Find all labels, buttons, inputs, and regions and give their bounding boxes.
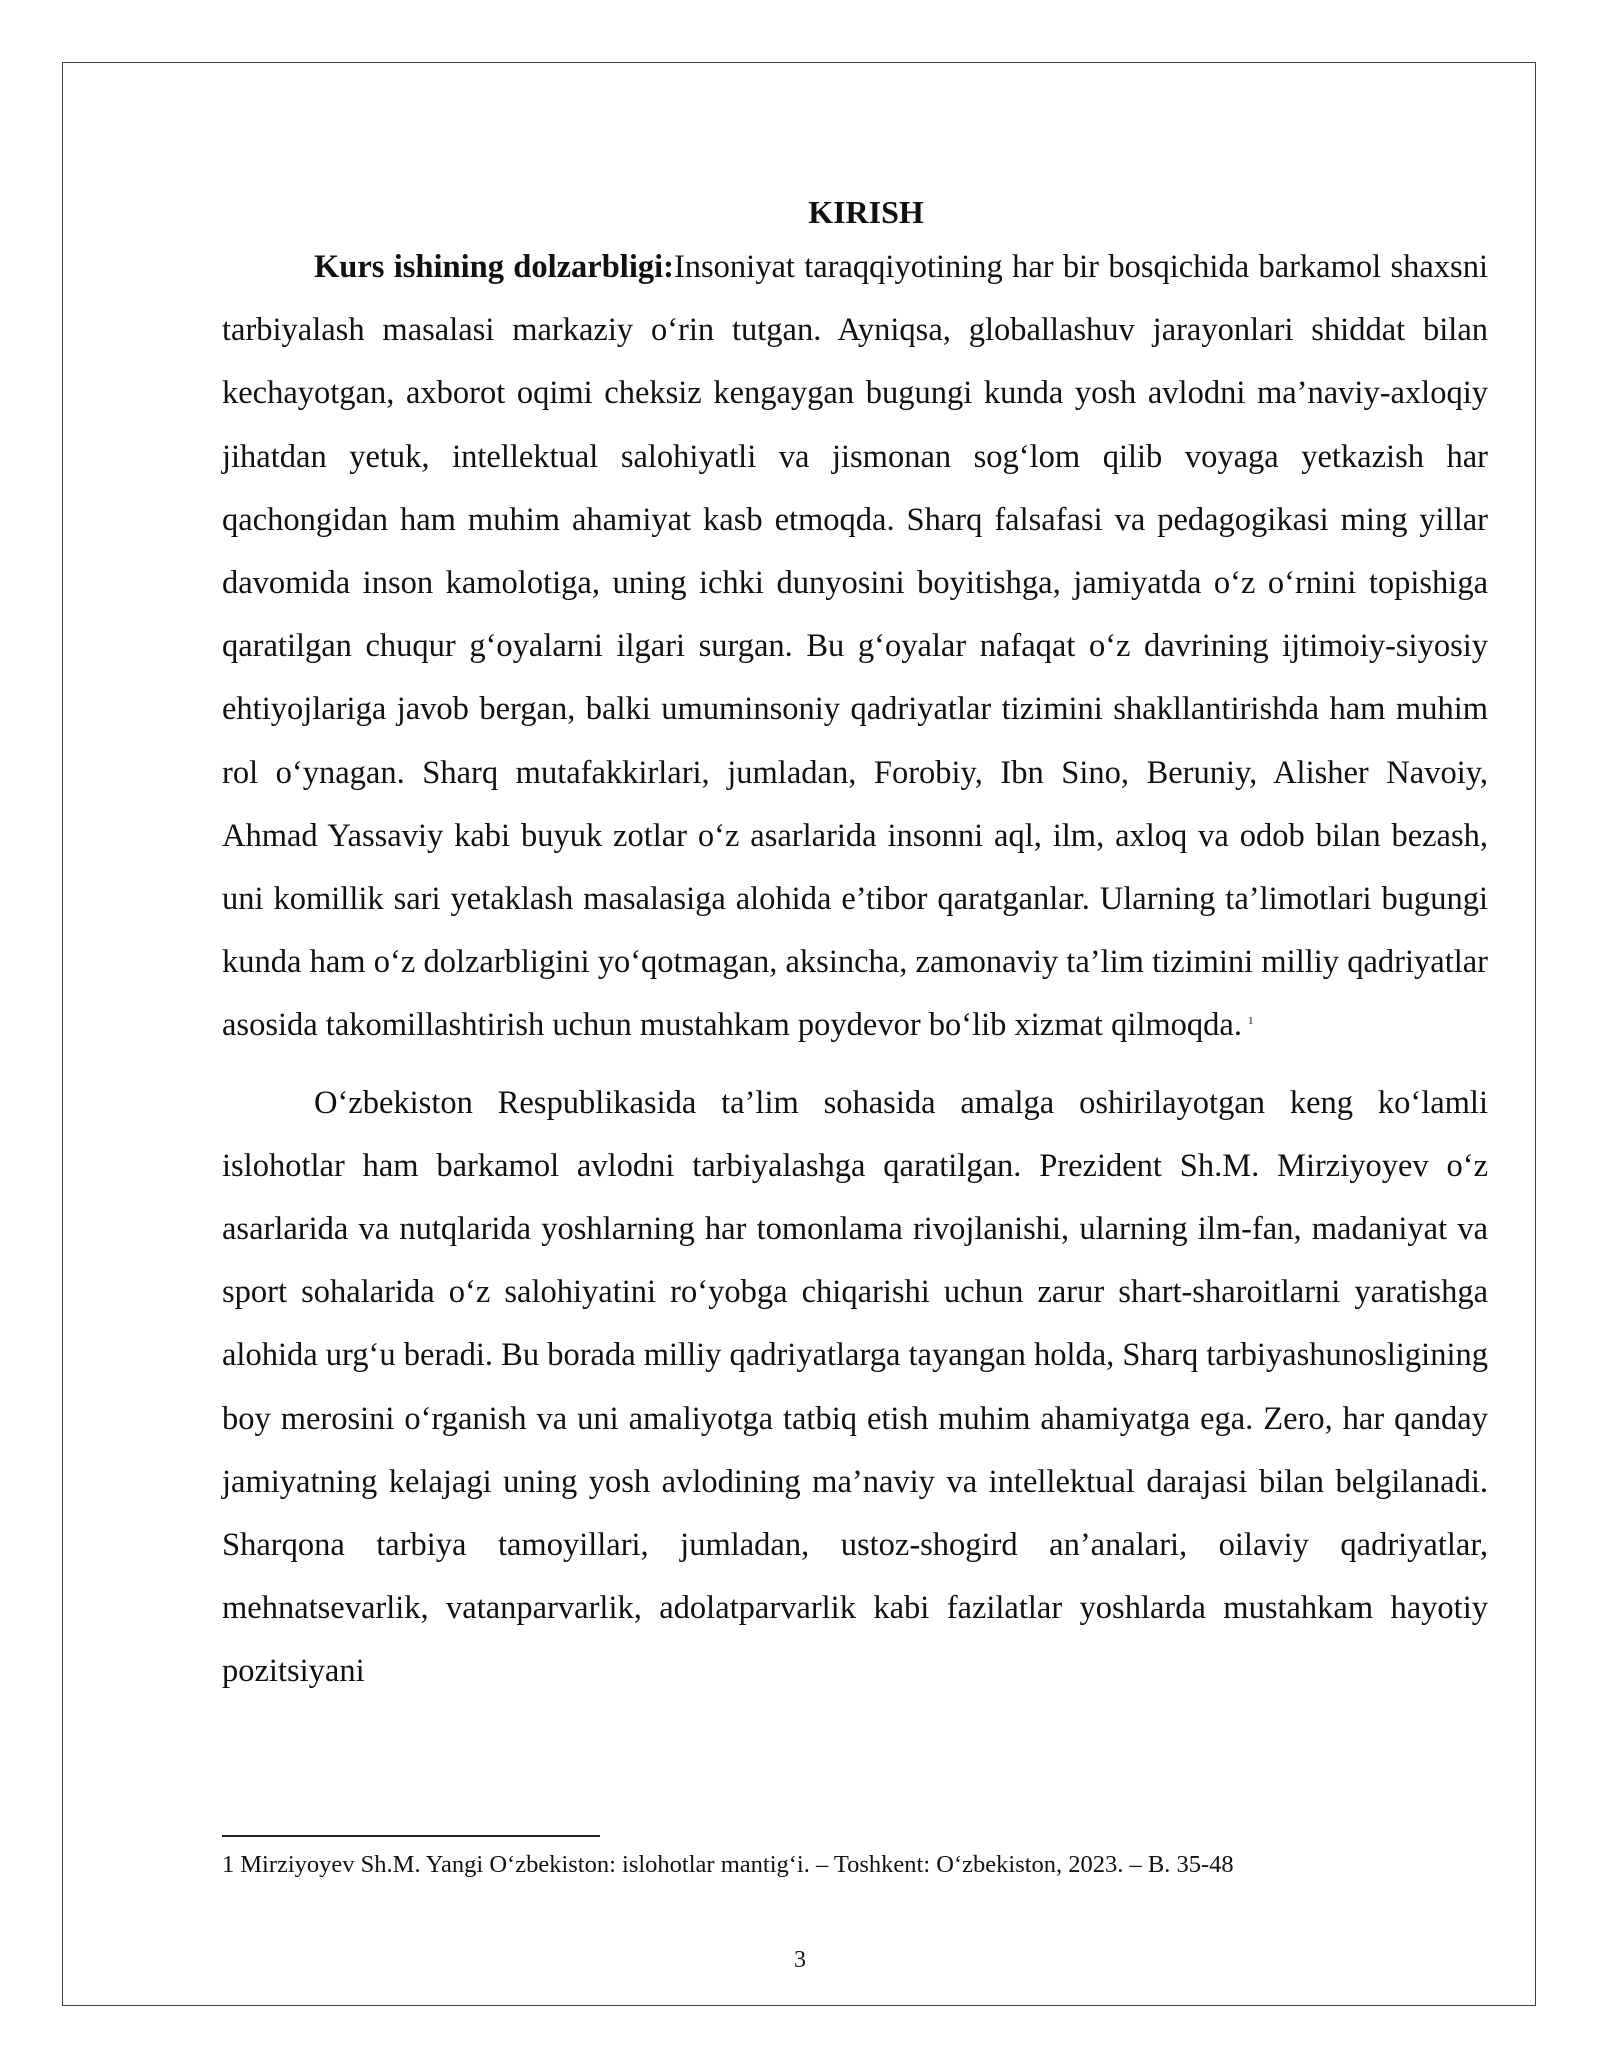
page-number: 3 <box>794 1947 806 1973</box>
footnote-number: 1 <box>222 1851 235 1878</box>
paragraph-lead-label: Kurs ishining dolzarbligi: <box>314 249 674 285</box>
section-heading: KIRISH <box>808 194 924 230</box>
paragraph-text: Insoniyat taraqqiyotining har bir bosqichida barkamol shaxsni tarbiyalash masalasi markaziy oʻrin tutgan. Ayniqsa, globallashuv jarayonlari shiddat bilan kechayotgan, axborot oqimi cheksiz kengaygan bugungi kunda yosh avlodni ma’naviy-axloqiy jihatdan yetuk, intellektual salohiyatli va jismonan sogʻlom qilib voyaga yetkazish har qachongidan ham muhim ahamiyat kasb etmoqda. Sharq falsafasi va pedagogikasi ming yillar davomida inson kamolotiga, uning ichki dunyosini boyitishga, jamiyatda oʻz oʻrnini topishiga qaratilgan chuqur gʻoyalarni ilgari surgan. Bu gʻoyalar nafaqat oʻz davrining ijtimoiy-siyosiy ehtiyojlariga javob bergan, balki umuminsoniy qadriyatlar tizimini shakllantirishda ham muhim rol oʻynagan. Sharq mutafakkirlari, jumladan, Forobiy, Ibn Sino, Beruniy, Alisher Navoiy, Ahmad Yassaviy kabi buyuk zotlar oʻz asarlarida insonni aql, ilm, axloq va odob bilan bezash, uni komillik sari yetaklash masalasiga alohida e’tibor qaratganlar. Ularning ta’limotlari bugungi kunda ham oʻz dolzarbligini yoʻqotmagan, aksincha, zamonaviy ta’lim tizimini milliy qadriyatlar asosida takomillashtirish uchun mustahkam poydevor boʻlib xizmat qilmoqda. <box>222 249 1488 1044</box>
paragraph-text: Oʻzbekiston Respublikasida ta’lim sohasida amalga oshirilayotgan keng koʻlamli islohotlar ham barkamol avlodni tarbiyalashga qaratilgan. Prezident Sh.M. Mirziyoyev oʻz asarlarida va nutqlarida yoshlarning har tomonlama rivojlanishi, ularning ilm-fan, madaniyat va sport sohalarida oʻz salohiyatini roʻyobga chiqarishi uchun zarur shart-sharoitlarni yaratishga alohida urgʻu beradi. Bu borada milliy qadriyatlarga tayangan holda, Sharq tarbiyashunosligining boy merosini oʻrganish va uni amaliyotga tatbiq etish muhim ahamiyatga ega. Zero, har qanday jamiyatning kelajagi uning yosh avlodining ma’naviy va intellektual darajasi bilan belgilanadi. Sharqona tarbiya tamoyillari, jumladan, ustoz-shogird an’analari, oilaviy qadriyatlar, mehnatsevarlik, vatanparvarlik, adolatparvarlik kabi fazilatlar yoshlarda mustahkam hayotiy pozitsiyani <box>222 1084 1488 1690</box>
paragraph-reforms <box>222 1072 1488 1704</box>
footnote <box>222 1849 1488 1881</box>
main-text-block <box>222 188 1488 1704</box>
footnote-separator <box>222 1835 600 1837</box>
footnote-reference[interactable]: 1 <box>1247 1014 1254 1027</box>
paragraph-relevance <box>222 236 1488 1058</box>
footnote-text: Mirziyoyev Sh.M. Yangi Oʻzbekiston: islohotlar mantigʻi. – Toshkent: Oʻzbekiston, 2023. – B. 35-48 <box>240 1851 1234 1878</box>
